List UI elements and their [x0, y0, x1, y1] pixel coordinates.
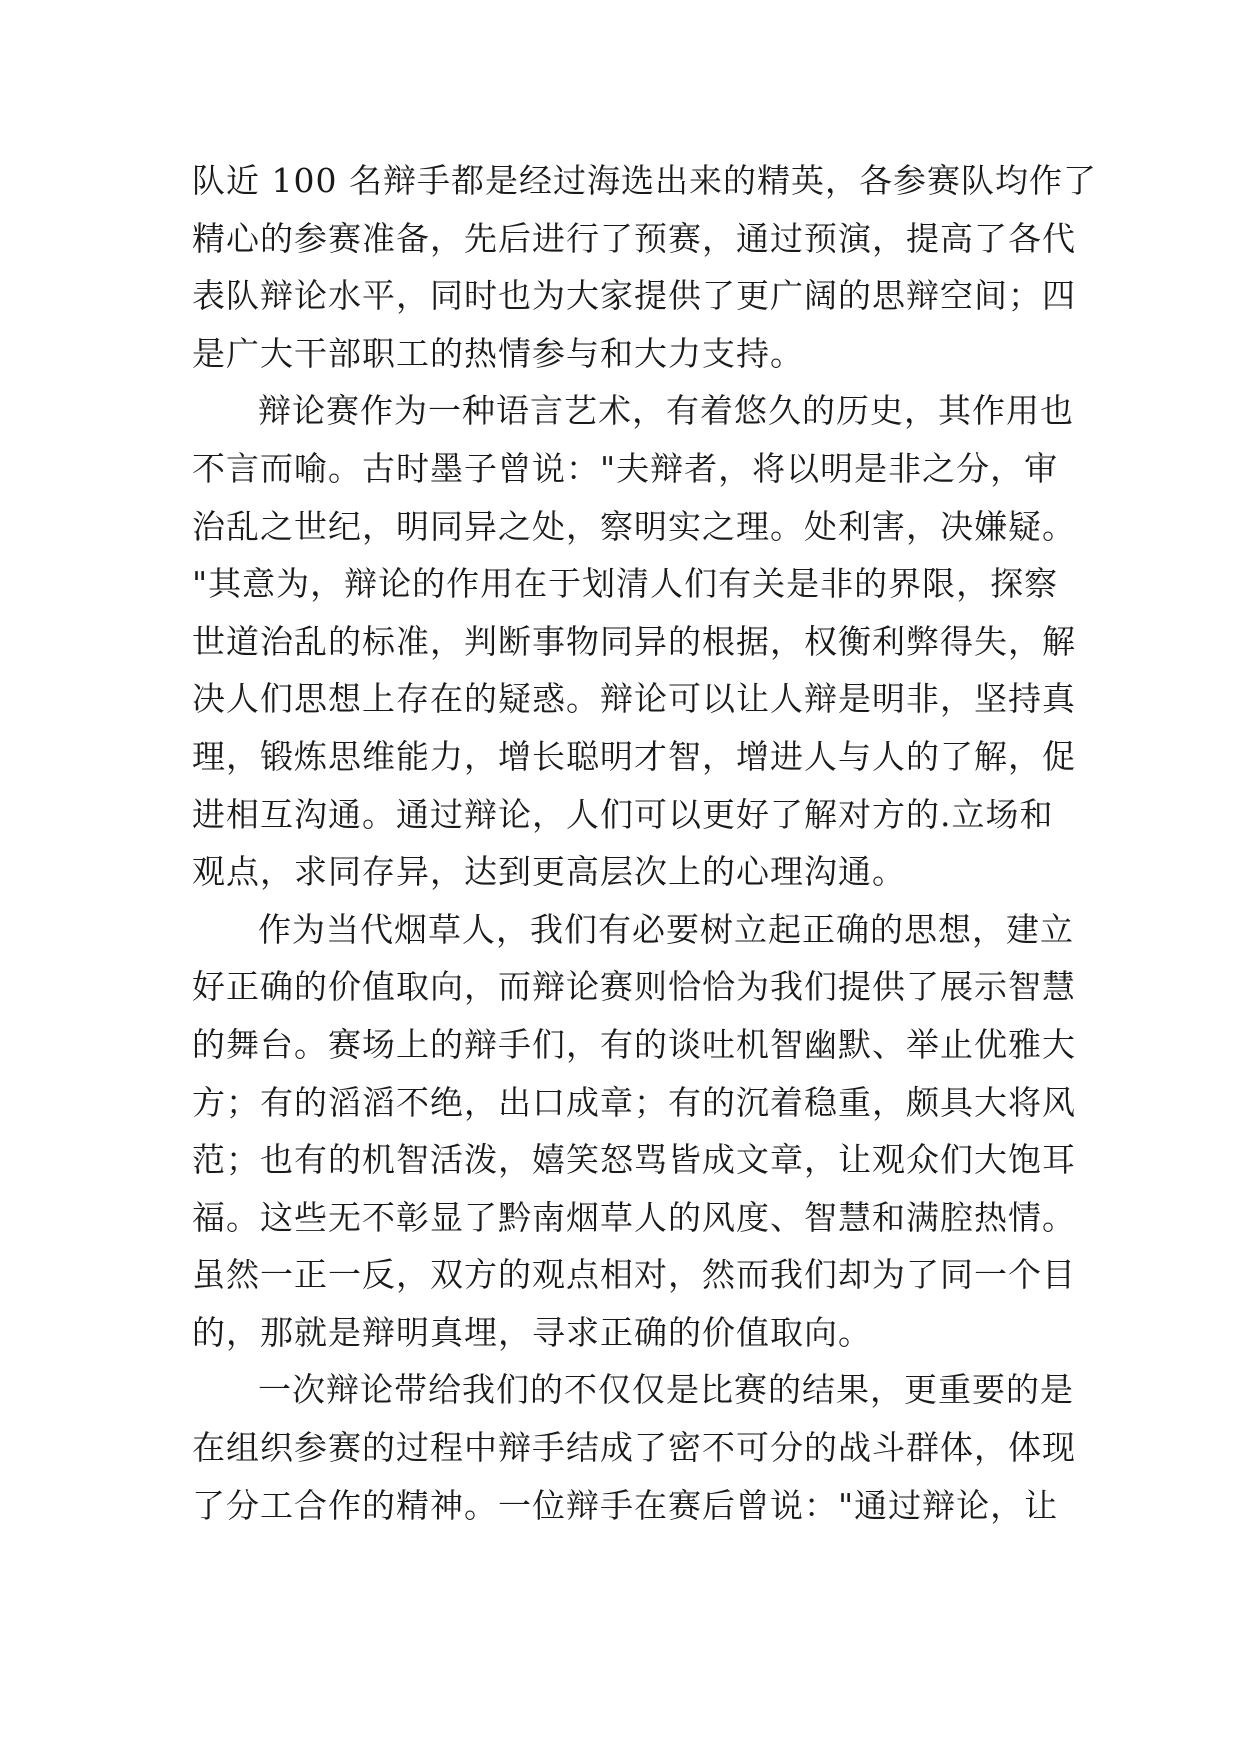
text-line: 是广大干部职工的热情参与和大力支持。	[192, 333, 804, 373]
text-line: 进相互沟通。通过辩论，人们可以更好了解对方的.立场和	[192, 794, 1054, 834]
text-line: "其意为，辩论的作用在于划清人们有关是非的界限，探察	[192, 564, 1059, 604]
document-body	[192, 152, 1097, 1534]
text-line: 福。这些无不彰显了黔南烟草人的风度、智慧和满腔热情。	[192, 1197, 1076, 1237]
text-line: 世道治乱的标准，判断事物同异的根据，权衡利弊得失，解	[192, 621, 1076, 661]
text-line: 理，锻炼思维能力，增长聪明才智，增进人与人的了解，促	[192, 736, 1076, 776]
text-line: 不言而喻。古时墨子曾说："夫辩者，将以明是非之分，审	[192, 448, 1059, 488]
text-line: 精心的参赛准备，先后进行了预赛，通过预演，提高了各代	[192, 218, 1076, 258]
text-line: 范；也有的机智活泼，嬉笑怒骂皆成文章，让观众们大饱耳	[192, 1140, 1076, 1180]
text-line: 虽然一正一反，双方的观点相对，然而我们却为了同一个目	[192, 1255, 1076, 1295]
text-line: 的舞台。赛场上的辩手们，有的谈吐机智幽默、举止优雅大	[192, 1024, 1076, 1064]
text-line: 的，那就是辩明真埋，寻求正确的价值取向。	[192, 1312, 872, 1352]
text-line: 治乱之世纪，明同异之处，察明实之理。处利害，决嫌疑。	[192, 506, 1076, 546]
text-line: 好正确的价值取向，而辩论赛则恰恰为我们提供了展示智慧	[192, 967, 1076, 1007]
paragraph-first-line: 一次辩论带给我们的不仅仅是比赛的结果，更重要的是	[258, 1370, 1074, 1410]
text-line: 决人们思想上存在的疑惑。辩论可以让人辩是明非，坚持真	[192, 679, 1076, 719]
text-line: 方；有的滔滔不绝，出口成章；有的沉着稳重，颇具大将风	[192, 1082, 1076, 1122]
text-line: 在组织参赛的过程中辩手结成了密不可分的战斗群体，体现	[192, 1428, 1076, 1468]
text-line: 观点，求同存异，达到更高层次上的心理沟通。	[192, 852, 906, 892]
paragraph-first-line: 作为当代烟草人，我们有必要树立起正确的思想，建立	[258, 909, 1074, 949]
paragraph-first-line: 辩论赛作为一种语言艺术，有着悠久的历史，其作用也	[258, 391, 1074, 431]
text-line: 了分工合作的精神。一位辩手在赛后曾说："通过辩论，让	[192, 1485, 1059, 1525]
text-line: 队近 100 名辩手都是经过海选出来的精英，各参赛队均作了	[192, 161, 1097, 200]
text-line: 表队辩论水平，同时也为大家提供了更广阔的思辩空间；四	[192, 276, 1076, 316]
